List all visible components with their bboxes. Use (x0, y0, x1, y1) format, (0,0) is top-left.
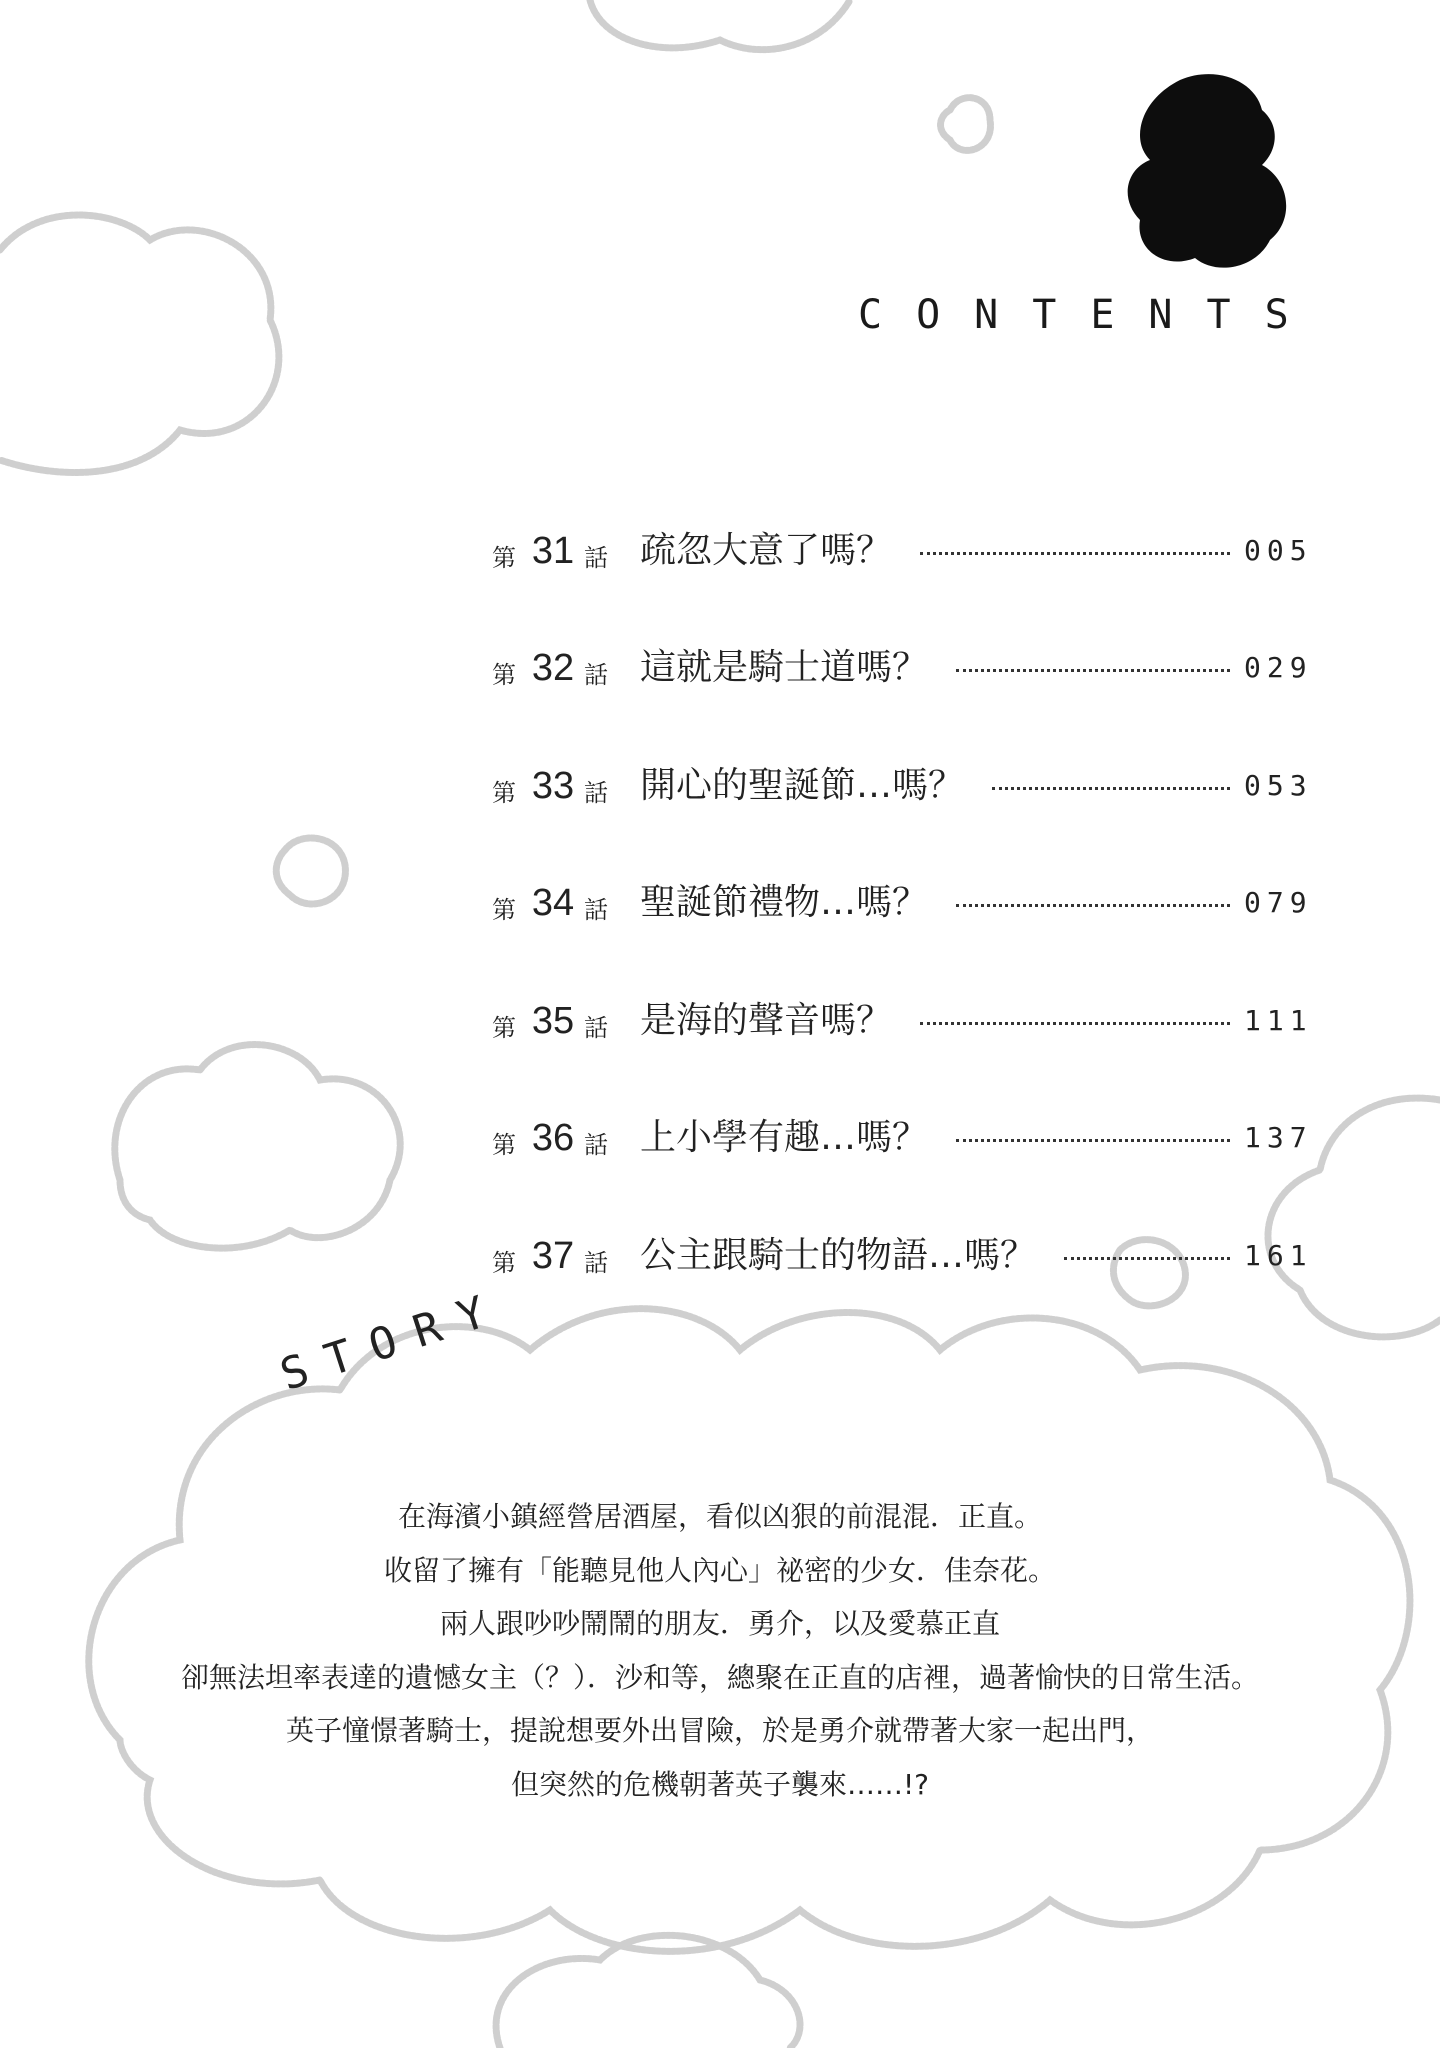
chapter-prefix: 第 (492, 896, 516, 924)
chapter-title: 開心的聖誕節…嗎？ (640, 764, 965, 806)
page-number: 111 (1244, 1003, 1313, 1037)
page-number: 161 (1244, 1238, 1313, 1272)
leader-dots (1064, 1257, 1230, 1260)
chapter-suffix: 話 (584, 896, 608, 924)
black-blob-logo (1128, 74, 1287, 268)
chapter-title: 上小學有趣…嗎？ (640, 1117, 929, 1158)
toc-entry[interactable] (492, 808, 1332, 926)
chapter-suffix: 話 (584, 1013, 608, 1042)
contents-heading: CONTENTS (858, 292, 1323, 338)
toc-entry[interactable] (492, 455, 1332, 573)
chapter-number: 35 (531, 999, 575, 1042)
story-line: 卻無法坦率表達的遺憾女主（？）．沙和等，總聚在正直的店裡，過著愉快的日常生活。 (180, 1660, 1259, 1694)
chapter-title: 公主跟騎士的物語…嗎？ (640, 1234, 1037, 1276)
story-line: 兩人跟吵吵鬧鬧的朋友．勇介，以及愛慕正直 (439, 1607, 1000, 1640)
chapter-number: 32 (531, 647, 575, 689)
table-of-contents (492, 455, 1332, 1278)
leader-dots (956, 1139, 1230, 1142)
leader-dots (956, 904, 1230, 907)
chapter-number: 36 (531, 1117, 575, 1159)
page-number: 137 (1244, 1121, 1313, 1154)
leader-dots (920, 1022, 1230, 1025)
toc-entry[interactable] (492, 690, 1332, 808)
chapter-prefix: 第 (492, 778, 516, 807)
toc-entry[interactable] (492, 1160, 1332, 1278)
story-line: 收留了擁有「能聽見他人內心」祕密的少女．佳奈花。 (383, 1553, 1056, 1587)
page-number: 079 (1244, 886, 1313, 919)
chapter-title: 這就是騎士道嗎？ (640, 647, 929, 688)
leader-dots (956, 669, 1230, 672)
chapter-suffix: 話 (584, 1248, 608, 1277)
chapter-number: 31 (531, 529, 575, 572)
chapter-suffix: 話 (584, 661, 608, 689)
chapter-title: 疏忽大意了嗎？ (640, 529, 893, 571)
chapter-title: 聖誕節禮物…嗎？ (640, 882, 929, 923)
chapter-suffix: 話 (584, 1131, 608, 1159)
story-synopsis (100, 1490, 1340, 1811)
chapter-suffix: 話 (584, 543, 608, 572)
chapter-suffix: 話 (584, 778, 608, 807)
chapter-prefix: 第 (492, 1013, 516, 1042)
leader-dots (992, 787, 1230, 790)
chapter-number: 33 (531, 764, 575, 807)
toc-entry[interactable] (492, 573, 1332, 691)
story-line: 在海濱小鎮經營居酒屋，看似凶狠的前混混．正直。 (397, 1500, 1042, 1533)
cloud-small-1 (941, 98, 991, 151)
cloud-top-center (590, 0, 850, 50)
toc-entry[interactable] (492, 1043, 1332, 1161)
chapter-number: 37 (531, 1234, 575, 1277)
story-line: 但突然的危機朝著英子襲來……!? (510, 1767, 930, 1801)
cloud-left (0, 215, 279, 472)
story-line: 英子憧憬著騎士，提說想要外出冒險，於是勇介就帶著大家一起出門， (285, 1714, 1154, 1747)
page-number: 053 (1244, 768, 1313, 802)
chapter-prefix: 第 (492, 1131, 516, 1159)
leader-dots (920, 552, 1230, 555)
chapter-title: 是海的聲音嗎？ (640, 999, 893, 1041)
toc-entry[interactable] (492, 925, 1332, 1043)
chapter-prefix: 第 (492, 661, 516, 689)
chapter-number: 34 (531, 882, 575, 924)
cloud-mid-left (115, 1045, 400, 1249)
chapter-prefix: 第 (492, 543, 516, 572)
chapter-prefix: 第 (492, 1248, 516, 1277)
page-number: 005 (1244, 533, 1313, 567)
page-number: 029 (1244, 651, 1313, 684)
cloud-small-2 (276, 838, 345, 904)
story-heading: STORY (274, 1280, 512, 1401)
